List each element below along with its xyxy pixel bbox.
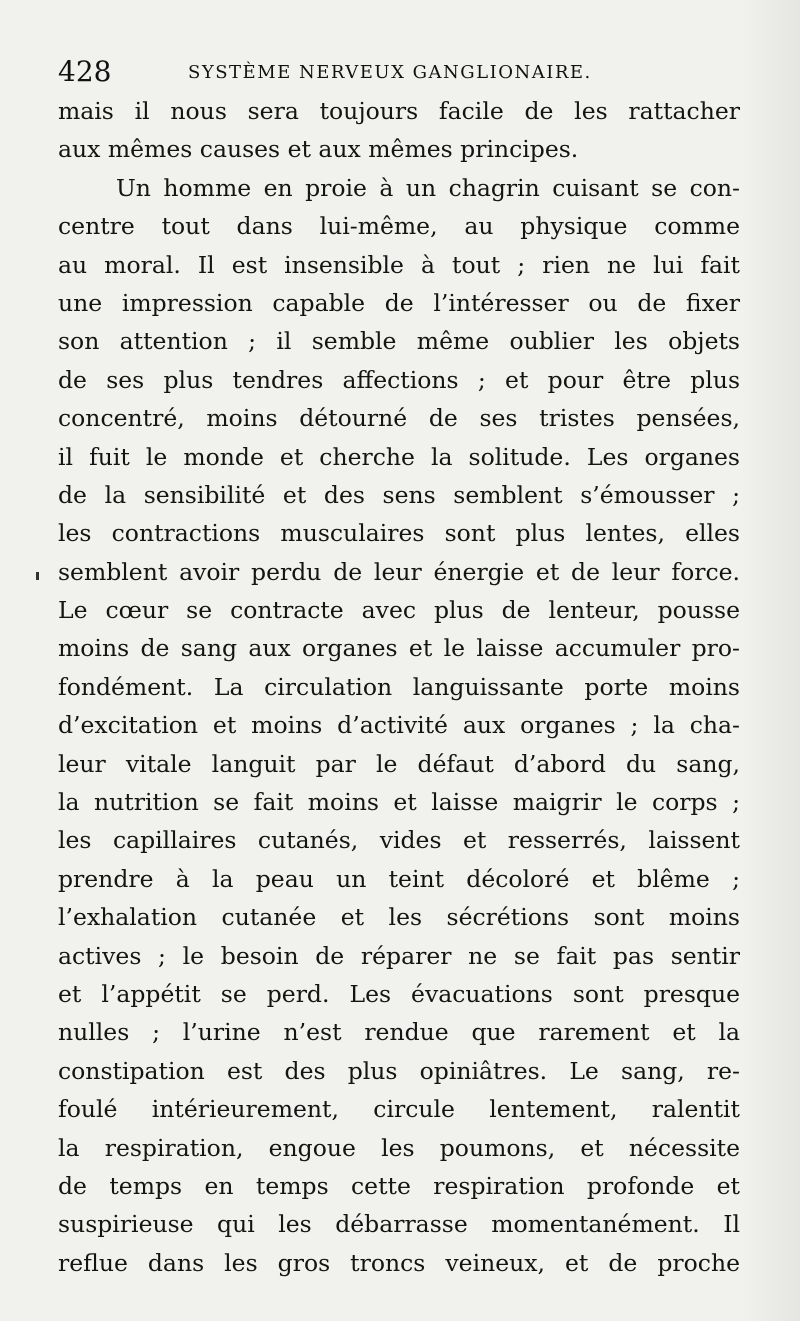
page-edge-shadow	[740, 0, 800, 1321]
text-line: leur vitale languit par le défaut d’abord du sang,	[58, 749, 740, 778]
text-line: il fuit le monde et cherche la solitude. Les organes	[58, 442, 740, 471]
text-line: fondément. La circulation languissante porte moins	[58, 672, 740, 701]
text-line: constipation est des plus opiniâtres. Le sang, re-	[58, 1056, 740, 1085]
text-line: actives ; le besoin de réparer ne se fait pas sentir	[58, 941, 740, 970]
text-line: prendre à la peau un teint décoloré et blême ;	[58, 864, 740, 893]
text-line: Un homme en proie à un chagrin cuisant se con-	[116, 173, 740, 202]
text-line: d’excitation et moins d’activité aux organes ; la cha-	[58, 711, 740, 740]
text-line: Le cœur se contracte avec plus de lenteur, pousse	[58, 596, 740, 625]
text-line: moins de sang aux organes et le laisse accumuler pro-	[58, 634, 740, 663]
text-line: de ses plus tendres affections ; et pour être plus	[58, 365, 740, 394]
text-line: les contractions musculaires sont plus lentes, elles	[58, 519, 740, 548]
text-line: les capillaires cutanés, vides et resserrés, laissent	[58, 826, 740, 855]
text-line: foulé intérieurement, circule lentement, ralentit	[58, 1095, 740, 1124]
text-line: l’exhalation cutanée et les sécrétions sont moins	[58, 903, 740, 932]
text-line: la respiration, engoue les poumons, et nécessite	[58, 1133, 740, 1162]
text-line: nulles ; l’urine n’est rendue que rarement et la	[58, 1018, 740, 1047]
text-line: semblent avoir perdu de leur énergie et de leur force.	[58, 557, 740, 586]
text-line: de la sensibilité et des sens semblent s’émousser ;	[58, 480, 740, 509]
text-line: une impression capable de l’intéresser ou de fixer	[58, 288, 740, 317]
text-line: reflue dans les gros troncs veineux, et de proche	[58, 1248, 740, 1277]
text-line: de temps en temps cette respiration profonde et	[58, 1171, 740, 1200]
text-line: la nutrition se fait moins et laisse maigrir le corps ;	[58, 788, 740, 817]
text-line: concentré, moins détourné de ses tristes pensées,	[58, 404, 740, 433]
page-number: 428	[58, 55, 112, 88]
text-line: son attention ; il semble même oublier les objets	[58, 327, 740, 356]
body-text	[58, 92, 740, 1282]
page-header	[58, 52, 758, 92]
text-line: aux mêmes causes et aux mêmes principes.	[58, 135, 579, 164]
margin-mark	[36, 572, 39, 580]
text-line: suspirieuse qui les débarrasse momentanément. Il	[58, 1210, 740, 1239]
paragraph	[58, 169, 740, 1282]
running-title: SYSTÈME NERVEUX GANGLIONAIRE.	[188, 62, 592, 83]
text-line: et l’appétit se perd. Les évacuations sont presque	[58, 979, 740, 1008]
text-line: au moral. Il est insensible à tout ; rien ne lui fait	[58, 250, 740, 279]
paragraph	[58, 92, 740, 169]
text-line: centre tout dans lui-même, au physique comme	[58, 212, 740, 241]
text-line: mais il nous sera toujours facile de les rattacher	[58, 97, 740, 125]
